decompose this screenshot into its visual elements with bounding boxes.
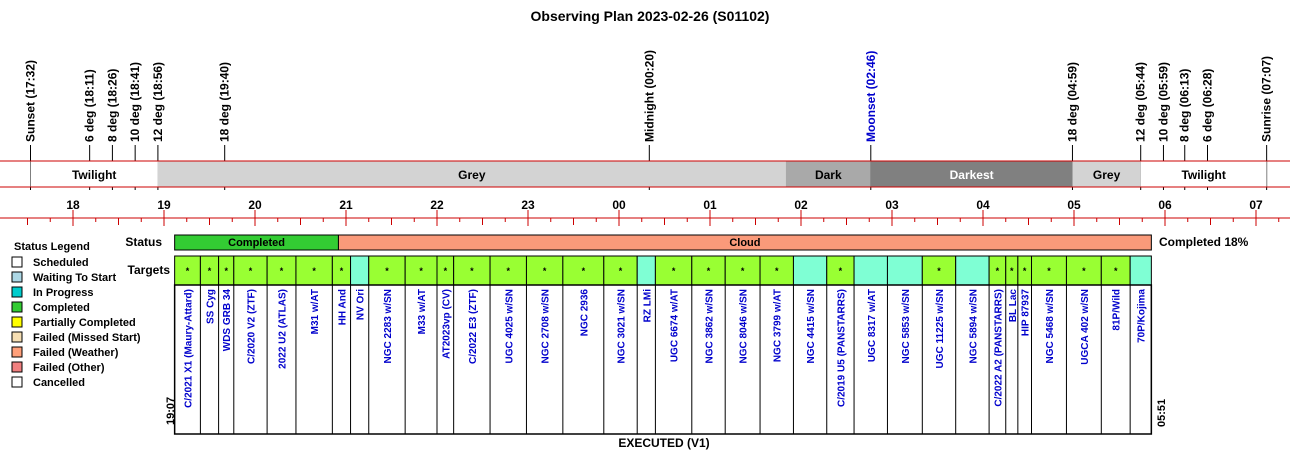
target-mark: * — [1022, 266, 1027, 276]
target-name: UGC 8317 w/AT — [866, 289, 878, 363]
legend-title: Status Legend — [14, 241, 90, 253]
axis-tick-label: 03 — [885, 198, 899, 212]
target-name: UGC 4025 w/SN — [504, 289, 516, 364]
event-label: 12 deg (18:56) — [150, 61, 165, 142]
event-label: Midnight (00:20) — [642, 50, 657, 142]
target-block — [793, 256, 826, 285]
target-name: NGC 2283 w/SN — [382, 289, 394, 364]
target-mark: * — [671, 266, 676, 276]
target-mark: * — [618, 266, 623, 276]
target-mark: * — [279, 266, 284, 276]
target-mark: * — [185, 266, 190, 276]
status-legend — [12, 241, 141, 389]
event-label: Moonset (02:46) — [863, 50, 878, 142]
target-name: WDS GRB 34 — [222, 289, 234, 352]
event-label: 18 deg (04:59) — [1065, 61, 1080, 142]
target-mark: * — [1082, 266, 1086, 276]
target-name: NGC 3799 w/AT — [772, 289, 784, 363]
plan-frame — [175, 235, 1152, 434]
target-mark: * — [385, 266, 389, 276]
target-mark: * — [443, 266, 448, 276]
target-mark: * — [937, 266, 941, 276]
target-mark: * — [470, 266, 474, 276]
event-label: 8 deg (06:13) — [1177, 68, 1192, 142]
sky-band-label: Darkest — [949, 168, 994, 182]
target-mark: * — [339, 266, 344, 276]
legend-swatch-scheduled — [12, 257, 22, 267]
axis-tick-label: 06 — [1158, 198, 1172, 212]
target-name: NGC 5468 w/SN — [1044, 289, 1056, 364]
status-bar-label: Completed — [228, 237, 285, 249]
event-label: Sunset (17:32) — [23, 59, 38, 142]
sky-band-label: Grey — [458, 168, 486, 182]
target-block — [854, 256, 887, 285]
axis-tick-label: 02 — [794, 198, 808, 212]
sky-band-label: Grey — [1092, 168, 1121, 182]
axis-tick-label: 05 — [1067, 198, 1081, 212]
target-name: NGC 2708 w/SN — [540, 289, 552, 364]
event-label: 10 deg (05:59) — [1156, 61, 1171, 142]
target-mark: * — [542, 266, 547, 276]
legend-item-label: Failed (Missed Start) — [33, 332, 141, 344]
target-mark: * — [506, 266, 511, 276]
legend-item-label: Completed — [33, 302, 90, 314]
target-name: UGC 6674 w/AT — [669, 289, 681, 363]
target-name: 81P/Wild — [1111, 289, 1123, 331]
sky-band-label: Twilight — [1181, 168, 1226, 182]
target-mark: * — [740, 266, 745, 276]
legend-item-label: Cancelled — [33, 377, 85, 389]
target-block — [351, 256, 369, 285]
target-mark: * — [581, 266, 586, 276]
target-mark: * — [207, 266, 212, 276]
target-mark: * — [995, 266, 1000, 276]
axis-tick-label: 23 — [521, 198, 535, 212]
target-mark: * — [774, 266, 779, 276]
target-name: C/2019 U5 (PANSTARRS) — [836, 289, 848, 407]
target-name: C/2022 E3 (ZTF) — [467, 289, 479, 365]
target-name: UGCA 402 w/SN — [1079, 289, 1091, 365]
axis-tick-label: 04 — [976, 198, 990, 212]
axis-tick-label: 00 — [612, 198, 626, 212]
event-label: Sunrise (07:07) — [1259, 55, 1274, 142]
legend-swatch-waiting — [12, 272, 22, 282]
run-end-label: 05:51 — [1156, 398, 1168, 427]
status-bar-label: Cloud — [729, 237, 761, 249]
legend-swatch-failed_missed_start — [12, 332, 22, 342]
completed-summary: Completed 18% — [1159, 235, 1249, 249]
target-name: 2022 U2 (ATLAS) — [277, 289, 289, 369]
target-name: UGC 11225 w/SN — [935, 289, 947, 369]
target-mark: * — [1047, 266, 1051, 276]
target-name: NGC 5853 w/SN — [900, 289, 912, 364]
target-mark: * — [224, 266, 228, 276]
event-label: 6 deg (06:28) — [1200, 68, 1215, 142]
target-name: NGC 4415 w/SN — [806, 289, 818, 364]
legend-item-label: Scheduled — [33, 257, 89, 269]
target-name: C/2022 A2 (PANSTARRS) — [993, 289, 1005, 407]
legend-swatch-failed_weather — [12, 347, 22, 357]
target-block — [637, 256, 655, 285]
axis-tick-label: 18 — [66, 198, 80, 212]
target-name: BL Lac — [1007, 289, 1019, 323]
run-start-label: 19:07 — [165, 396, 177, 425]
targets-row-label: Targets — [127, 263, 170, 277]
legend-swatch-in_progress — [12, 287, 22, 297]
axis-tick-label: 20 — [248, 198, 262, 212]
target-name: HH And — [337, 289, 349, 326]
target-name: NGC 2936 — [579, 289, 591, 337]
axis-tick-label: 21 — [339, 198, 353, 212]
target-mark: * — [706, 266, 711, 276]
target-name: NGC 8046 w/SN — [738, 289, 750, 364]
sky-bands — [0, 161, 1290, 187]
target-name: NGC 3021 w/SN — [616, 289, 628, 364]
target-mark: * — [419, 266, 423, 276]
legend-item-label: Partially Completed — [33, 317, 136, 329]
target-mark: * — [838, 266, 843, 276]
axis-tick-label: 01 — [703, 198, 717, 212]
target-block — [956, 256, 989, 285]
sky-band-label: Dark — [814, 168, 842, 182]
target-name: SS Cyg — [205, 289, 217, 325]
target-name: NGC 5894 w/SN — [968, 289, 980, 364]
sky-band-label: Twilight — [71, 168, 117, 182]
legend-item-label: Waiting To Start — [33, 272, 117, 284]
target-name: C/2021 X1 (Maury-Attard) — [183, 289, 195, 408]
event-label: 8 deg (18:26) — [105, 68, 120, 142]
footer-label: EXECUTED (V1) — [618, 436, 710, 450]
legend-item-label: Failed (Weather) — [33, 347, 119, 359]
target-name: RZ LMi — [642, 289, 654, 323]
target-mark: * — [1010, 266, 1014, 276]
target-mark: * — [1113, 266, 1118, 276]
legend-item-label: Failed (Other) — [33, 362, 105, 374]
axis-tick-label: 19 — [157, 198, 171, 212]
legend-swatch-completed — [12, 302, 22, 312]
target-label-frame — [175, 285, 1152, 434]
legend-swatch-partially_completed — [12, 317, 22, 327]
target-name: NGC 3862 w/SN — [704, 289, 716, 364]
target-name: 70P/Kojima — [1136, 289, 1148, 343]
event-label: 18 deg (19:40) — [217, 61, 232, 142]
target-block — [887, 256, 922, 285]
target-mark: * — [248, 266, 253, 276]
target-block — [1130, 256, 1151, 285]
axis-tick-label: 22 — [430, 198, 444, 212]
target-name: AT2023vp (CV) — [441, 289, 453, 359]
target-name: C/2020 V2 (ZTF) — [246, 289, 258, 365]
legend-swatch-cancelled — [12, 377, 22, 387]
time-axis — [0, 198, 1290, 226]
target-name: M31 w/AT — [310, 289, 322, 335]
chart-title: Observing Plan 2023-02-26 (S01102) — [530, 8, 770, 24]
legend-item-label: In Progress — [33, 287, 94, 299]
status-row-label: Status — [125, 235, 162, 249]
target-name: M33 w/AT — [417, 289, 429, 335]
event-label: 6 deg (18:11) — [82, 69, 97, 142]
target-name: HIP 87937 — [1020, 289, 1032, 337]
event-label: 12 deg (05:44) — [1133, 61, 1148, 142]
legend-swatch-failed_other — [12, 362, 22, 372]
target-mark: * — [312, 266, 316, 276]
target-name: NV Ori — [355, 289, 367, 321]
axis-tick-label: 07 — [1249, 198, 1263, 212]
event-label: 10 deg (18:41) — [128, 61, 143, 142]
